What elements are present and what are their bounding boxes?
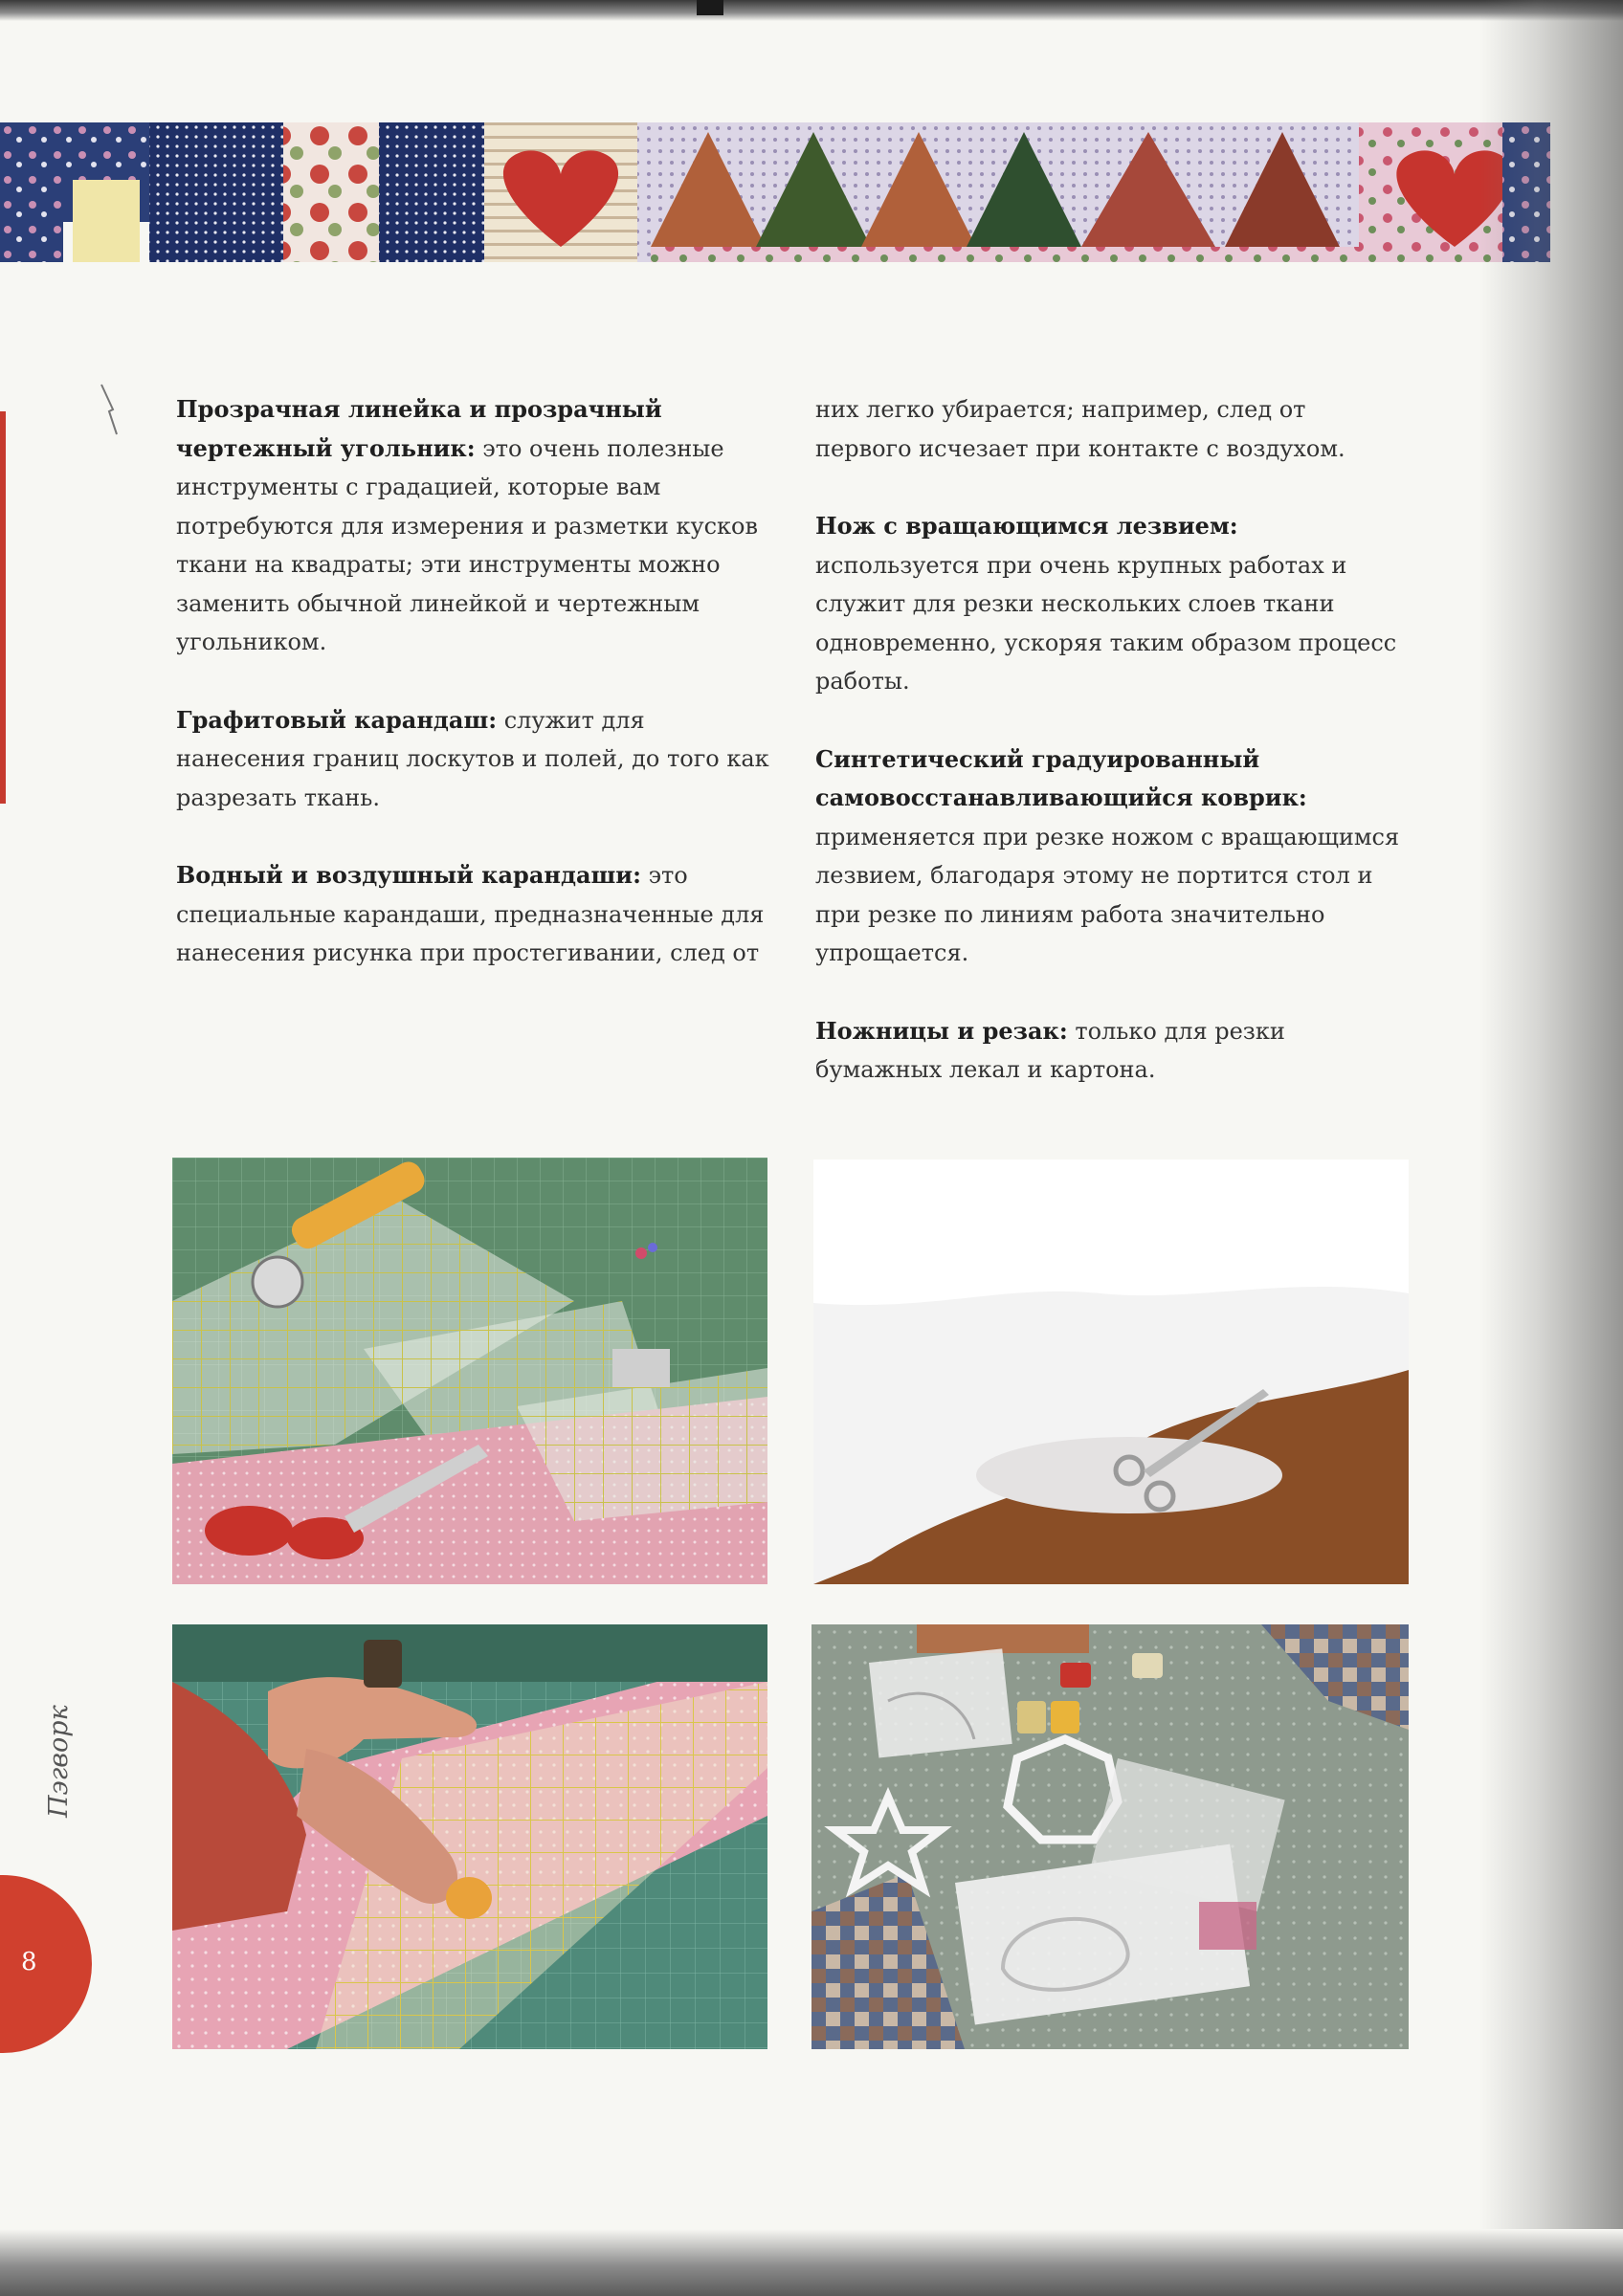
definition: применяется при резке ножом с вращающимся лезвием, благодаря этому не портится стол и при резке по линиям работа значительно упрощается. [815,823,1400,966]
photo-templates-spools [812,1624,1409,2049]
photo-rotary-cutting [172,1624,767,2049]
page-number: 8 [21,1948,37,1976]
definition: используется при очень крупных работах и служит для резки нескольких слоев ткани одновременно, ускоряя таким образом процесс работы. [815,551,1397,695]
text-column-right [815,390,1409,1129]
term: Нож с вращающимся лезвием: [815,512,1238,540]
patchwork-banner-illustration [0,122,1550,262]
term: Ножницы и резак: [815,1016,1068,1045]
paragraph [815,507,1409,701]
paragraph [176,856,769,973]
paragraph [176,701,769,818]
photo-rulers-cutter-scissors [172,1158,767,1584]
pencil-mark-icon [100,381,119,438]
term: Синтетический градуированный самовосстанавливающийся коврик: [815,744,1307,811]
edge-red-mark [0,411,6,804]
paragraph [815,1012,1409,1090]
photo-batting-scissors [813,1159,1409,1584]
running-head: Пэгворк [44,1705,74,1818]
term: Водный и воздушный карандаши: [176,861,641,889]
scan-bottom-edge [0,2229,1623,2296]
scan-top-tab [697,0,723,15]
patchwork-banner [0,122,1550,262]
paragraph [815,740,1409,973]
definition: только для резки бумажных лекал и картона. [815,1017,1285,1083]
page-number-badge [0,1875,92,2053]
text-column-left [176,390,769,1012]
binding-shadow [1479,0,1623,2296]
definition: это очень полезные инструменты с градацией, которые вам потребуются для измерения и разметки кусков ткани на квадраты; эти инструменты можно заменить обычной линейкой и чертежным угольником. [176,434,759,655]
paragraph [176,390,769,662]
term: Графитовый карандаш: [176,705,498,734]
paragraph [815,390,1409,468]
definition: это специальные карандаши, предназначенные для нанесения рисунка при простегивании, след от [176,862,765,966]
definition: служит для нанесения границ лоскутов и полей, до того как разрезать ткань. [176,706,769,811]
definition: них легко убирается; например, след от первого исчезает при контакте с воздухом. [815,396,1345,462]
scan-top-edge [0,0,1623,21]
term: Прозрачная линейка и прозрачный чертежный угольник: [176,395,662,462]
